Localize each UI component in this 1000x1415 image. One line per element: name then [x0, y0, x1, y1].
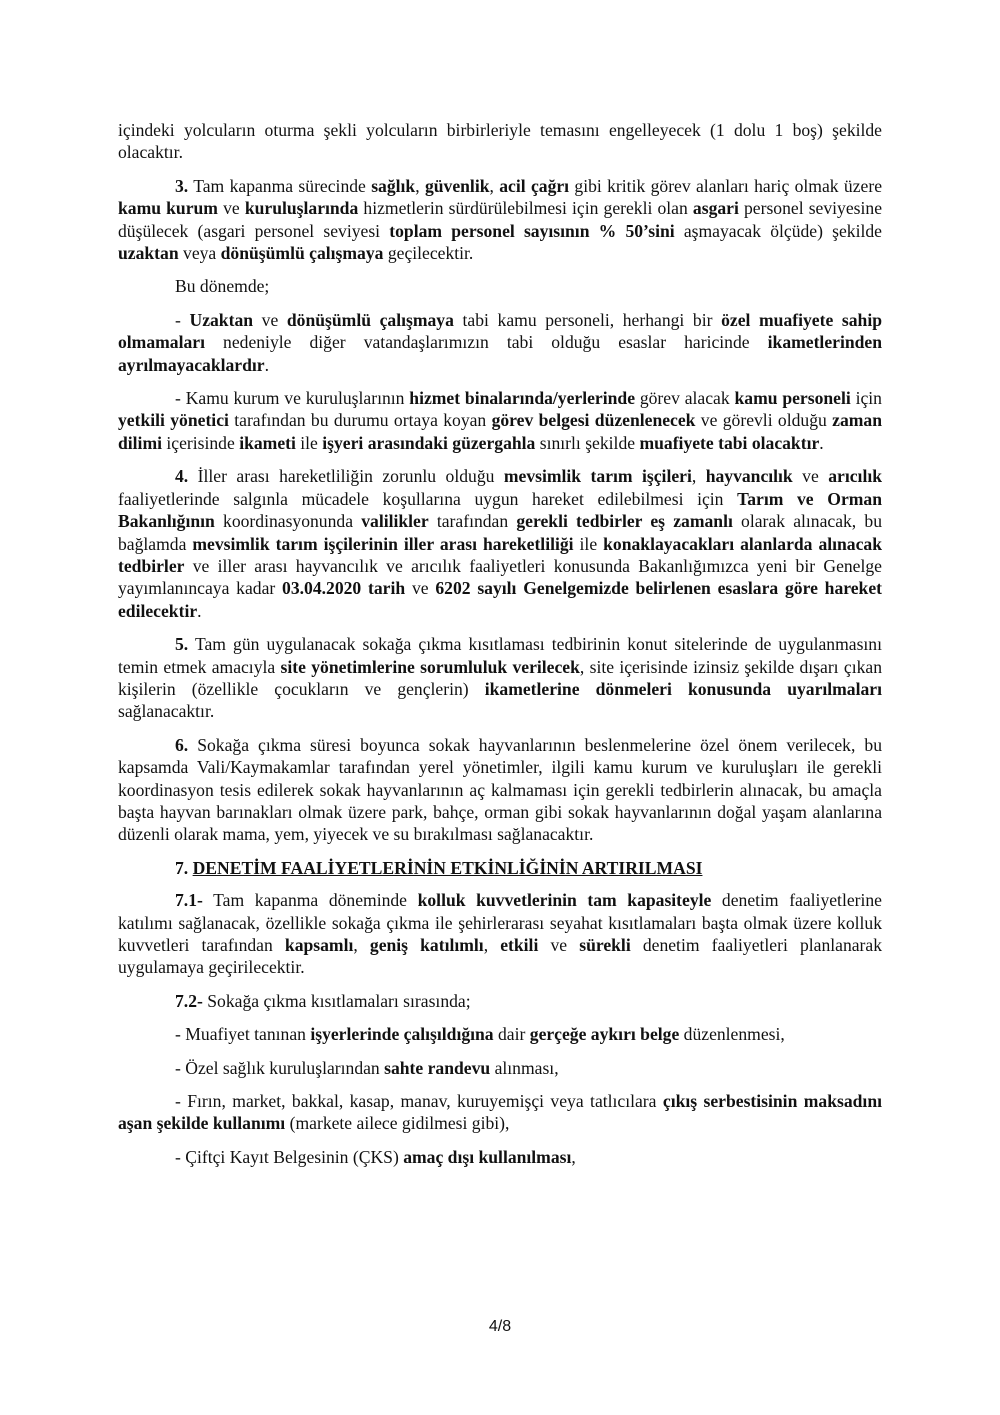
- bold-text: güvenlik: [424, 175, 490, 196]
- paragraph: [118, 1057, 882, 1079]
- bold-text: dönüşümlü çalışmaya: [220, 243, 384, 264]
- text-run: ve iller arası hayvancılık ve arıcılık faaliyetleri konusunda Bakanlığımızca yeni bir Genelge yayımlanıncaya kadar: [118, 555, 882, 599]
- bold-text: valilikler: [361, 511, 429, 532]
- text-run: personel seviyesine düşülecek (asgari personel seviyesi: [118, 198, 883, 241]
- bold-text: ikameti: [239, 432, 296, 453]
- text-run: ,: [489, 175, 500, 196]
- paragraph: [118, 465, 882, 622]
- bold-text: kapsamlı: [284, 935, 354, 955]
- bold-text: Tarım ve Orman Bakanlığının: [118, 488, 882, 532]
- text-run: faaliyetlerinde salgınla mücadele koşullarına uygun hareket edilebilmesi için: [118, 488, 738, 509]
- bold-text: gerçeğe aykırı belge: [529, 1024, 680, 1045]
- bold-text: görev belgesi düzenlenecek: [491, 410, 696, 431]
- text-run: düzenlenmesi,: [679, 1024, 785, 1045]
- text-run: sınırlı şekilde: [535, 432, 640, 453]
- paragraph: [118, 889, 882, 979]
- paragraph-group-1: [118, 119, 882, 846]
- paragraph: [118, 1090, 882, 1135]
- bold-text: mevsimlik tarım işçilerinin iller arası hareketliliği: [192, 533, 574, 554]
- text-run: içindeki yolcuların oturma şekli yolcuların birbirleriyle temasını engelleyecek (1 dolu 1 boş) şekilde olacaktır.: [118, 120, 882, 163]
- text-run: - Çiftçi Kayıt Belgesinin (ÇKS): [175, 1146, 404, 1167]
- bold-text: kamu kurum: [118, 198, 218, 219]
- bold-text: çıkış serbestisinin maksadını aşan şekilde kullanımı: [118, 1091, 882, 1134]
- text-run: Tam kapanma döneminde: [202, 890, 418, 911]
- bold-text: ikametlerinden ayrılmayacaklardır: [118, 332, 882, 375]
- bold-text: 4.: [175, 466, 189, 487]
- text-run: içerisinde: [162, 432, 240, 453]
- bold-text: acil çağrı: [499, 175, 570, 196]
- text-run: -: [175, 309, 190, 330]
- text-run: - Fırın, market, bakkal, kasap, manav, kuruyemişçi veya tatlıcılara: [175, 1091, 663, 1112]
- bold-text: kolluk kuvvetlerinin tam kapasiteyle: [417, 890, 712, 911]
- bold-text: amaç dışı kullanılması: [403, 1146, 572, 1167]
- bold-text: özel muafiyete sahip olmamaları: [118, 309, 882, 353]
- text-run: .: [264, 354, 269, 375]
- text-run: gibi kritik görev alanları hariç olmak üzere: [569, 175, 882, 196]
- text-run: ,: [415, 175, 425, 196]
- text-run: ve: [792, 466, 829, 487]
- bold-text: etkili: [500, 935, 539, 955]
- text-run: - Kamu kurum ve kuruluşlarının: [175, 388, 410, 409]
- text-run: aşmayacak ölçüde) şekilde: [674, 220, 882, 241]
- text-run: - Muafiyet tanınan: [175, 1024, 311, 1045]
- bold-text: sağlık: [371, 175, 416, 196]
- bold-text: gerekli tedbirler eş zamanlı: [516, 511, 733, 532]
- paragraph: [118, 734, 882, 846]
- bold-text: asgari: [692, 198, 739, 219]
- text-run: - Özel sağlık kuruluşlarından: [175, 1057, 385, 1078]
- bold-text: 7.1-: [175, 890, 203, 911]
- text-run: ve: [538, 935, 580, 955]
- text-run: , site içerisinde izinsiz şekilde dışarı çıkan kişilerin (özellikle çocukların ve gençlerin): [118, 656, 882, 699]
- paragraph: [118, 633, 882, 723]
- paragraph: [118, 387, 882, 454]
- bold-text: kuruluşlarında: [244, 198, 359, 219]
- text-run: olarak alınacak, bu bağlamda: [118, 511, 883, 554]
- paragraph: [118, 1146, 882, 1168]
- text-run: hizmetlerin sürdürülebilmesi için gerekli olan: [358, 198, 693, 219]
- bold-text: kamu personeli: [734, 388, 851, 409]
- text-run: ve: [405, 578, 436, 599]
- paragraph: [118, 1023, 882, 1045]
- paragraph: [118, 990, 882, 1012]
- text-run: tarafından: [428, 511, 517, 532]
- paragraph: [118, 309, 882, 376]
- bold-text: toplam personel sayısının % 50’sini: [389, 220, 675, 241]
- text-run: denetim faaliyetleri planlanarak uygulamaya geçirilecektir.: [118, 935, 883, 978]
- text-run: ,: [353, 935, 370, 955]
- bold-text: sürekli: [579, 935, 631, 955]
- bold-text: 3.: [175, 175, 189, 196]
- text-run: için: [850, 388, 882, 409]
- text-run: ve: [217, 198, 245, 219]
- text-run: tabi kamu personeli, herhangi bir: [453, 309, 722, 330]
- text-run: Tam kapanma sürecinde: [188, 175, 372, 196]
- text-run: denetim faaliyetlerine katılımı sağlanacak, özellikle sokağa çıkma ile şehirlerarası seyahat kısıtlamaları başta olmak üzere kolluk kuvvetleri tarafından: [118, 890, 882, 955]
- bold-text: işyerlerinde çalışıldığına: [310, 1024, 494, 1045]
- paragraph: [118, 275, 882, 297]
- text-run: Bu dönemde;: [175, 276, 270, 297]
- page-number: 4/8: [488, 1318, 512, 1335]
- section-heading: [118, 857, 882, 879]
- text-run: ile: [573, 533, 604, 554]
- paragraph-group-2: [118, 889, 882, 1168]
- text-run: ile: [295, 432, 323, 453]
- document-page: [118, 119, 882, 1179]
- text-run: dair: [493, 1024, 530, 1045]
- paragraph: [118, 119, 882, 164]
- text-run: (markete ailece gidilmesi gibi),: [285, 1113, 510, 1134]
- text-run: sağlanacaktır.: [118, 701, 215, 722]
- text-run: geçilecektir.: [383, 243, 474, 264]
- bold-text: 6.: [175, 734, 189, 755]
- bold-text: 5.: [175, 634, 189, 655]
- text-run: .: [197, 600, 202, 621]
- bold-text: arıcılık: [828, 466, 883, 487]
- bold-text: sahte randevu: [384, 1057, 491, 1078]
- text-run: ,: [483, 935, 501, 955]
- text-run: İller arası hareketliliğin zorunlu olduğu: [188, 466, 504, 487]
- text-run: koordinasyonunda: [214, 511, 362, 532]
- text-run: Sokağa çıkma kısıtlamaları sırasında;: [202, 990, 471, 1011]
- text-run: .: [819, 432, 824, 453]
- bold-text: uzaktan: [118, 243, 179, 264]
- paragraph: [118, 175, 882, 265]
- bold-text: işyeri arasındaki güzergahla: [322, 432, 536, 453]
- bold-text: geniş katılımlı: [369, 935, 484, 955]
- bold-text: 6202 sayılı Genelgemizde belirlenen esaslara göre hareket edilecektir: [118, 578, 883, 621]
- text-run: Sokağa çıkma süresi boyunca sokak hayvanlarının beslenmelerine özel önem verilecek, bu kapsamda Vali/Kaymakamlar tarafından yerel yönetimler, ilgili kamu kurum ve kuruluşları ile gerekli koordinasyon tesis edilerek sokak hayvanlarının aç kalmaması için gerekli tedbirlerin alınacak, bu amaçla başta hayvan barınakları olmak üzere park, bahçe, orman gibi sokak hayvanlarının doğal yaşam alanlarına düzenli olarak mama, yem, yiyecek ve su bırakılması sağlanacaktır.: [118, 734, 882, 845]
- bold-text: dönüşümlü çalışmaya: [286, 309, 454, 330]
- bold-text: site yönetimlerine sorumluluk verilecek: [280, 656, 580, 677]
- text-run: ,: [571, 1146, 576, 1167]
- bold-text: hayvancılık: [705, 466, 793, 487]
- text-run: Tam gün uygulanacak sokağa çıkma kısıtlaması tedbirinin konut sitelerinde de uygulanmasını temin etmek amacıyla: [118, 634, 882, 677]
- bold-text: zaman dilimi: [118, 410, 882, 453]
- bold-text: ikametlerine dönmeleri konusunda uyarılmaları: [484, 678, 882, 699]
- bold-text: 03.04.2020 tarih: [282, 578, 406, 599]
- text-run: veya: [178, 243, 221, 264]
- section-title: DENETİM FAALİYETLERİNİN ETKİNLİĞİNİN ARTIRILMASI: [192, 857, 703, 878]
- bold-text: muafiyete tabi olacaktır: [639, 432, 820, 453]
- text-run: tarafından bu durumu ortaya koyan: [228, 410, 492, 431]
- text-run: ve: [253, 309, 287, 330]
- bold-text: konaklayacakları alanlarda alınacak tedbirler: [118, 533, 882, 576]
- bold-text: hizmet binalarında/yerlerinde: [409, 388, 635, 409]
- section-number: 7.: [175, 857, 193, 878]
- text-run: görev alacak: [635, 388, 735, 409]
- text-run: ve görevli olduğu: [695, 410, 833, 431]
- bold-text: 7.2-: [175, 990, 203, 1011]
- text-run: alınması,: [490, 1057, 559, 1078]
- bold-text: Uzaktan: [189, 309, 254, 330]
- text-run: ,: [691, 466, 706, 487]
- text-run: nedeniyle diğer vatandaşlarımızın tabi olduğu esaslar haricinde: [204, 332, 768, 353]
- bold-text: mevsimlik tarım işçileri: [503, 466, 692, 487]
- bold-text: yetkili yönetici: [118, 410, 229, 431]
